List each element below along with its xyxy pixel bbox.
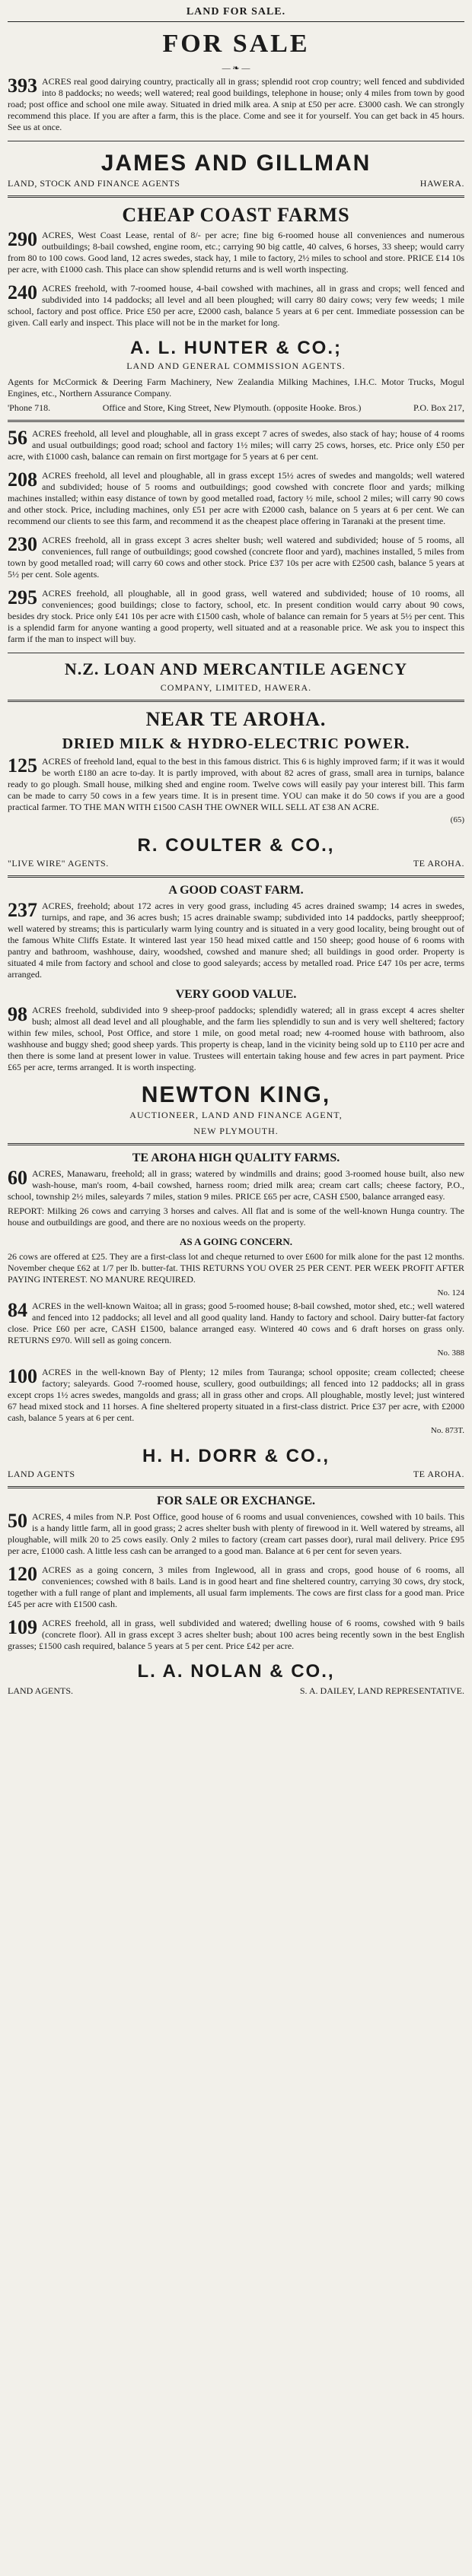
agent-name: JAMES AND GILLMAN — [100, 151, 372, 176]
listing-290 — [8, 230, 464, 275]
listing-reference: No. 124 — [437, 1288, 464, 1298]
agent-name: NEWTON KING, — [141, 1082, 331, 1107]
listing-number: 98 — [8, 1003, 27, 1025]
listing-120 — [8, 1564, 464, 1610]
listing-text: ACRES in the well-known Bay of Plenty; 12 miles from Tauranga; school opposite; cream collected; cheese factory; saleyards. Good 7-roomed house, scullery, good outbuildings; all fenced into 12 paddocks; all in grass except crops 1½ acres swedes, mangolds and grass; all in grass other and crops. All ploughable, mostly level; just wintered 67 head mixed stock and 11 horses. A fine sheltered property situated in a first-class district. Price £37 per acre, with £2000 cash, balance 5 years at 6 per cent. — [8, 1367, 464, 1423]
listing-text: ACRES freehold, all in grass, well subdivided and watered; dwelling house of 6 rooms, cowshed with 9 bails (concrete floor). All in grass except 3 acres shelter bush; about 100 acres being recently sown in the best English grasses; £1500 cash required, balance 5 years at 5 per cent. Price £42 per acre. — [8, 1618, 464, 1651]
listing-reference: No. 873T. — [430, 1426, 464, 1435]
divider — [8, 875, 464, 878]
ornament: — ❧ — — [222, 64, 250, 73]
listing-text: ACRES in the well-known Waitoa; all in grass; good 5-roomed house; 8-bail cowshed, motor shed, etc.; well watered and fenced into 12 paddocks; all level and all good quality land. Handy to factory and school. Dairy butter-fat factory close. Price £60 per acre, CASH £1500, balance arranged easy. Wintered 40 cows and 6 draft horses on grass only. RETURNS £970. Will sell as going concern. — [8, 1301, 464, 1345]
listing-report: REPORT: Milking 26 cows and carrying 3 horses and calves. All flat and is some of the well-known Hunga country. The house and outbuildings are good, and there are no noxious weeds on the property. — [8, 1205, 464, 1228]
listing-text: ACRES freehold, all in grass except 3 acres shelter bush; well watered and subdivided; house of 5 rooms, all conveniences, full range of outbuildings; good cowshed (concrete floor and yard), machines installed, 5 miles from town by good metalled road; will carry 60 cows and other stock. Price £37 10s per acre with £2500 cash, balance 5 years at 5½ per cent. Sole agents. — [8, 535, 464, 580]
section-title-good-coast-farm: A GOOD COAST FARM. — [168, 884, 304, 897]
section-title-cheap-coast-farms: CHEAP COAST FARMS — [122, 204, 350, 226]
agent-contact — [8, 402, 464, 414]
agent-name: A. L. HUNTER & CO.; — [130, 338, 342, 358]
agent-description: LAND, STOCK AND FINANCE AGENTS — [8, 178, 180, 189]
divider — [8, 1486, 464, 1488]
listing-number: 120 — [8, 1563, 37, 1585]
divider — [8, 1143, 464, 1145]
listing-text: ACRES as a going concern, 3 miles from Inglewood, all in grass and crops, good house of 6 rooms, all conveniences; cowshed with 8 bails. Land is in good heart and fine sheltered country, carrying 30 cows, dry stock, together with a full range of plant and implements, all usual farm implements. The cows are first class for a good man. Price £45 per acre with £1500 cash. — [8, 1564, 464, 1609]
section-title-near-te-aroha: NEAR TE AROHA. — [145, 708, 327, 730]
listing-text: ACRES freehold, all level and ploughable, all in grass except 15½ acres of swedes and mangolds; well watered and subdivided; house of 5 rooms and outbuildings; good cowshed with concrete floor and yards; milking machines installed; within easy distance of town by good metalled road, factory ½ mile, school 2 miles; will carry 90 cows and other stock. Price, including machines, only £51 per acre with £2000 cash, balance on 5 years at 6 per cent. We can recommend our clients to see this farm, and recommend it as the cheapest place offering in Taranaki at the present time. — [8, 470, 464, 526]
agent-description: LAND AGENTS. — [8, 1685, 73, 1696]
listing-number: 230 — [8, 533, 37, 555]
agent-representative: S. A. DAILEY, LAND REPRESENTATIVE. — [299, 1685, 464, 1696]
agent-town: TE AROHA. — [413, 1469, 464, 1479]
listing-number: 50 — [8, 1510, 27, 1532]
listing-240 — [8, 283, 464, 329]
listing-text: ACRES, 4 miles from N.P. Post Office, good house of 6 rooms and usual conveniences, cowshed with 10 bails. This is a handy little farm, all in good grass; 2 acres shelter bush with plenty of firewood in it. Well watered by streams, all ploughable, will milk 20 to 25 cows easily. Only 2 miles to factory (cream cart passes door), rural mail delivery. Price £95 per acre, £1000 cash. A little less cash can be arranged to a good man. Balance at 6 per cent for seven years. — [8, 1511, 464, 1556]
phone: 'Phone 718. — [8, 402, 51, 413]
listing-text: ACRES freehold, subdivided into 9 sheep-proof paddocks; splendidly watered; all in grass except 4 acres shelter bush; almost all dead level and all ploughable, and the farm lies splendidly to sun and is very well sheltered; factory within few miles, school, Post Office, and store 1 mile, on good metal road; new 4-roomed house with bathroom, also washhouse and buggy shed; good sheep yards. This property is cheap, land in the vicinity being sold up to £110 per acre and then there is some land at present lower in value. Trustees will entertain taking house and few acres in part payment. Price £65 per acre, terms arranged. It is worth inspecting. — [8, 1005, 464, 1072]
listing-56 — [8, 428, 464, 462]
listing-208 — [8, 470, 464, 527]
listing-98 — [8, 1005, 464, 1073]
listing-text: ACRES of freehold land, equal to the best in this famous district. This 6 is highly improved farm; if it was it would be worth £180 an acre to-day. It is partly improved, with about 82 acres of grass, small area in turnips, balance ready to go plough. Small house, milking shed and engine room. Twelve cows will easily pay your interest bill. This farm can be made to carry 50 cows in a few years time. It is in present time. YOU can make it do 50 cows if you are a good practical farmer. TO THE MAN WITH £1500 CASH THE OWNER WILL SELL AT £38 AN ACRE. — [8, 756, 464, 812]
section-title-te-aroha-high-quality: TE AROHA HIGH QUALITY FARMS. — [132, 1151, 340, 1164]
listing-number: 393 — [8, 75, 37, 97]
listing-237 — [8, 900, 464, 980]
agent-agencies: Agents for McCormick & Deering Farm Machinery, New Zealandia Milking Machines, I.H.C. Motor Trucks, Mogul Engines, etc., Northern Assurance Company. — [8, 376, 464, 399]
listing-text: ACRES, Manawaru, freehold; all in grass; watered by windmills and drains; good 3-roomed house built, also new wash-house, man's room, 4-bail cowshed, harness room; dried milk area; cream cart calls; cheese factory, P.O., school, township 2½ miles, saleyards 7 miles, station 9 miles. PRICE £65 per acre, CASH £500, balance arranged easy. — [8, 1168, 464, 1202]
listing-50 — [8, 1511, 464, 1557]
listing-reference: No. 388 — [437, 1348, 464, 1358]
agent-town: HAWERA. — [419, 178, 464, 189]
listing-number: 290 — [8, 228, 37, 250]
listing-number: 109 — [8, 1616, 37, 1638]
listing-295 — [8, 588, 464, 645]
listing-text: ACRES freehold, all level and ploughable, all in grass except 7 acres of swedes, also stack of hay; house of 4 rooms and usual outbuildings; good road; school and factory 1½ miles; will carry 25 cows, horses, etc. Price only £50 per acre, with £1000 cash, balance can remain on first mortgage for 5 years at 6 per cent. — [8, 428, 464, 462]
agent-subline — [8, 1469, 464, 1480]
listing-84 — [8, 1301, 464, 1359]
going-concern-text: 26 cows are offered at £25. They are a first-class lot and cheque returned to over £600 for milk alone for the past 12 months. November cheque £62 at 1/7 per lb. butter-fat. THIS RETURNS YOU OVER 25 PER CENT. PER WEEK PROFIT AFTER PAYING INTEREST. NO MANURE REQUIRED. — [8, 1251, 464, 1285]
listing-reference: (65) — [450, 815, 464, 824]
agent-description: LAND AND GENERAL COMMISSION AGENTS. — [126, 361, 346, 371]
listing-text: ACRES, freehold; about 172 acres in very good grass, including 45 acres drained swamp; 14 acres in swedes, turnips, and rape, and 36 acres bush; 15 acres drainable swamp; subdivided into 14 paddocks, partly sheepproof; well watered by streams; this is particularly warm lying country and is situated in a very good locality, being brought out of the famous White Cliffs Estate. It wintered last year 150 head mixed cattle and 150 sheep; good house of 6 rooms with pantry and bathroom, washhouse, dairy, woodshed, cowshed and manure shed; all buildings in good order. Property is situated 4 mile from factory and school and close to good saleyards; access by metalled road. Price £47 10s per acre, terms arranged. — [8, 900, 464, 980]
listing-text: ACRES freehold, with 7-roomed house, 4-bail cowshed with machines, all in grass and crops; well fenced and subdivided into 14 paddocks; all level and all been ploughed; will carry 80 dairy cows; very few weeds; 1 mile school, factory and post office. Price £50 per acre, £2000 cash, balance 5 years at 6 per cent. Immediate possession can be given. Call early and inspect. This place will not be in the market for long. — [8, 283, 464, 328]
agent-description: "LIVE WIRE" AGENTS. — [8, 858, 109, 869]
listing-230 — [8, 535, 464, 580]
listing-100 — [8, 1367, 464, 1437]
listing-number: 240 — [8, 281, 37, 303]
newspaper-column — [8, 0, 464, 1700]
going-concern-title: AS A GOING CONCERN. — [179, 1236, 293, 1247]
listing-text: ACRES, West Coast Lease, rental of 8/- per acre; fine big 6-roomed house all conveniences and numerous outbuildings; 8-bail cowshed, engine room, etc.; carrying 90 big cattle, 40 calves, 6 horses, 33 sheep; would carry from 80 to 100 cows. Good land, 12 acres swedes, stack hay, 1 mile to factory, 2½ miles to school and store. PRICE £14 10s per acre, with £1000 cash. This place can show splendid returns and is well worth inspecting. — [8, 230, 464, 275]
listing-number: 100 — [8, 1365, 37, 1387]
section-title-for-sale: FOR SALE — [162, 30, 310, 58]
office-address: Office and Store, King Street, New Plymouth. (opposite Hooke. Bros.) — [102, 402, 362, 413]
agent-description: AUCTIONEER, LAND AND FINANCE AGENT, — [129, 1110, 343, 1120]
divider — [8, 700, 464, 702]
listing-60 — [8, 1168, 464, 1228]
agent-name: R. COULTER & CO., — [137, 835, 335, 856]
agent-subline — [8, 178, 464, 189]
listing-number: 125 — [8, 754, 37, 777]
agent-subline — [8, 1685, 464, 1697]
listing-number: 208 — [8, 469, 37, 491]
divider — [8, 420, 464, 422]
po-box: P.O. Box 217, — [413, 402, 464, 413]
section-title-sale-or-exchange: FOR SALE OR EXCHANGE. — [156, 1494, 316, 1507]
listing-number: 295 — [8, 586, 37, 608]
section-title-very-good-value: VERY GOOD VALUE. — [175, 988, 297, 1001]
page-header: LAND FOR SALE. — [8, 0, 464, 22]
agent-town: TE AROHA. — [413, 858, 464, 869]
listing-text: ACRES freehold, all ploughable, all in good grass, well watered and subdivided; house of 10 rooms, all conveniences; good buildings; close to factory, school, etc. In present condition would carry about 90 cows, besides dry stock. Price only £41 10s per acre with £1500 cash, whole of balance can remain for 5 years at 5½ per cent. This is a splendid farm for anyone wanting a good property, well situated and at a reasonable price. We ask you to inspect this farm if the man to inspect will buy. — [8, 588, 464, 644]
agent-subline — [8, 858, 464, 869]
listing-393 — [8, 76, 464, 133]
listing-text: ACRES real good dairying country, practically all in grass; splendid root crop country; well fenced and subdivided into 8 paddocks; no weeds; well watered; real good buildings, telephone in house; only 4 miles from town by good road; post office and school one mile away. Situated in dried milk area. A snip at £50 per acre. £3000 cash. We can strongly recommend this place. If you are after a farm, this is the place. Come and see it for yourself. You can get back in 45 hours. See us at once. — [8, 76, 464, 132]
listing-number: 60 — [8, 1167, 27, 1189]
divider — [8, 195, 464, 198]
agent-name: N.Z. LOAN AND MERCANTILE AGENCY — [64, 659, 408, 678]
agent-description: LAND AGENTS — [8, 1469, 75, 1479]
agent-name: L. A. NOLAN & CO., — [137, 1661, 335, 1682]
listing-125 — [8, 756, 464, 826]
agent-name: H. H. DORR & CO., — [142, 1446, 330, 1466]
agent-town: NEW PLYMOUTH. — [193, 1126, 279, 1136]
listing-109 — [8, 1618, 464, 1652]
listing-number: 84 — [8, 1299, 27, 1321]
listing-number: 56 — [8, 427, 27, 449]
section-subtitle: DRIED MILK & HYDRO-ELECTRIC POWER. — [62, 735, 410, 752]
agent-description: COMPANY, LIMITED, HAWERA. — [160, 682, 312, 693]
listing-number: 237 — [8, 899, 37, 921]
